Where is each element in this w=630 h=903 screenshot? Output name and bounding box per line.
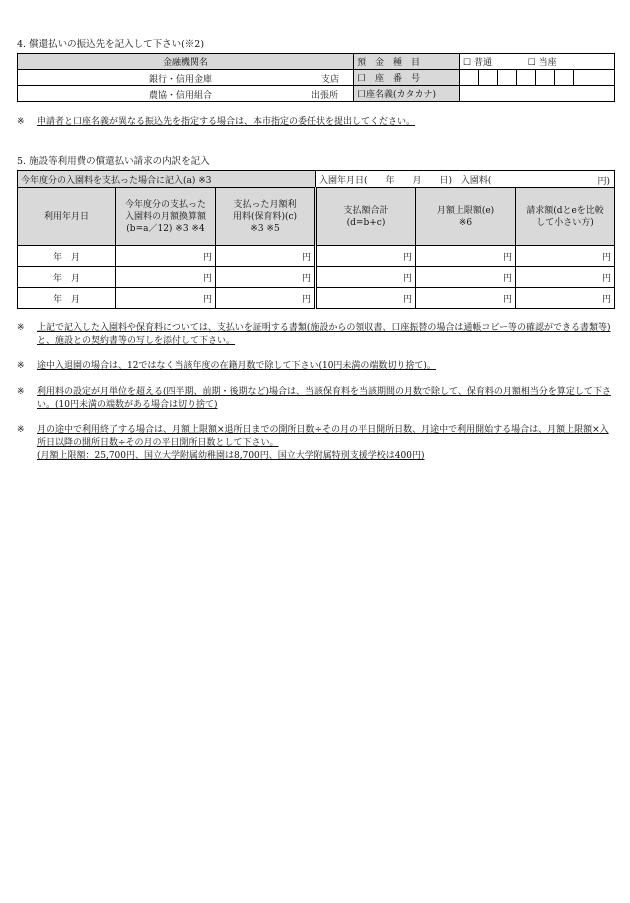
section5-note-1	[17, 322, 617, 352]
entry-fee-field[interactable]	[316, 171, 615, 188]
table-row	[18, 267, 615, 288]
option-touza-label: 当座	[538, 58, 557, 68]
note-body	[37, 424, 615, 463]
note-text: 申請者と口座名義が異なる振込先を指定する場合は、本市指定の委任状を提出してください。	[37, 117, 416, 127]
row-monthly-fee[interactable]: 円	[216, 288, 316, 309]
note-text: 月の途中で利用終了する場合は、月額上限額×退所日までの開所日数÷その月の平日開所日数、月途中で利用開始する場合は、月額上限額×入所日以降の開所日数÷その月の平日開所日数として下さい。	[37, 425, 609, 448]
note-mark: ※	[17, 425, 25, 435]
header-monthly-fee: 支払った月額利用料(保育料)(c) ※3 ※5	[216, 188, 316, 246]
bank-account-table	[17, 53, 615, 102]
entry-fee-unit: 円)	[597, 177, 611, 187]
branch-label-2: 出張所	[311, 90, 339, 101]
account-digit-3[interactable]	[498, 70, 517, 86]
row-limit[interactable]: 円	[416, 288, 516, 309]
account-number-label: 口 座 番 号	[354, 70, 460, 86]
section5-note-3	[17, 386, 617, 416]
header-monthly-entry: 今年度分の支払った入園料の月額換算額(b=a／12) ※3 ※4	[116, 188, 216, 246]
branch-label-1: 支店	[321, 74, 340, 85]
note-mark: ※	[17, 323, 25, 333]
note-text: 利用料の設定が月単位を超える(四半期、前期・後期など)場合は、当該保育料を当該期間の月数で除して、保育料の月額相当分を算定して下さい。(10円未満の端数がある場合は切り捨て)	[37, 387, 611, 410]
row-claim[interactable]: 円	[516, 267, 615, 288]
account-holder-label: 口座名義(カタカナ)	[354, 86, 460, 102]
header-total: 支払額合計(d=b+c)	[316, 188, 416, 246]
note-subtext: (月額上限額：25,700円、国立大学附属幼稚園は8,700円、国立大学附属特別支援学校は400円)	[37, 451, 425, 461]
note-mark: ※	[17, 387, 25, 397]
fee-claim-table	[17, 170, 615, 309]
bank-name-field-1[interactable]	[18, 70, 354, 86]
checkbox-futsu[interactable]: ☐	[463, 58, 472, 68]
section5-note-4	[17, 424, 617, 468]
row-month[interactable]: 年 月	[18, 288, 116, 309]
account-digit-7[interactable]	[574, 70, 615, 86]
entry-date-label: 入園年月日( 年 月 日)	[319, 175, 453, 186]
section5-note-2	[17, 360, 617, 376]
note-text: 途中入退園の場合は、12ではなく当該年度の在籍月数で除して下さい(10円未満の端数切り捨て)。	[37, 361, 436, 371]
bank-name-field-2[interactable]	[18, 86, 354, 102]
row-entry-monthly[interactable]: 円	[116, 288, 216, 309]
bank-kind-2: 農協・信用組合	[149, 90, 213, 101]
account-digit-1[interactable]	[460, 70, 479, 86]
row-month[interactable]: 年 月	[18, 246, 116, 267]
option-futsu-label: 普通	[473, 58, 492, 68]
row-limit[interactable]: 円	[416, 267, 516, 288]
deposit-type-label: 預 金 種 目	[354, 54, 460, 70]
bank-kind-1: 銀行・信用金庫	[149, 74, 213, 85]
deposit-type-options	[460, 54, 615, 70]
row-claim[interactable]: 円	[516, 288, 615, 309]
entry-fee-label: 入園料(	[460, 175, 492, 186]
row-total[interactable]: 円	[316, 246, 416, 267]
checkbox-touza[interactable]: ☐	[527, 58, 536, 68]
note-mark: ※	[17, 361, 25, 371]
row-entry-monthly[interactable]: 円	[116, 267, 216, 288]
header-claim: 請求額(dとeを比較して小さい方)	[516, 188, 615, 246]
header-limit: 月額上限額(e) ※6	[416, 188, 516, 246]
row-month[interactable]: 年 月	[18, 267, 116, 288]
row-claim[interactable]: 円	[516, 246, 615, 267]
row-entry-monthly[interactable]: 円	[116, 246, 216, 267]
table-row	[18, 246, 615, 267]
account-digit-4[interactable]	[517, 70, 536, 86]
bank-name-header: 金融機関名	[18, 54, 354, 70]
section4-title: 4. 償還払いの振込先を記入して下さい(※2)	[17, 39, 205, 50]
section4-note	[17, 116, 617, 130]
section5-title: 5. 施設等利用費の償還払い請求の内訳を記入	[17, 156, 210, 167]
row-total[interactable]: 円	[316, 288, 416, 309]
account-digit-6[interactable]	[555, 70, 574, 86]
row-total[interactable]: 円	[316, 267, 416, 288]
account-digit-5[interactable]	[536, 70, 555, 86]
note-text: 上記で記入した入園料や保育料については、支払いを証明する書類(施設からの領収書、口座振替の場合は通帳コピー等の確認ができる書類等)と、施設との契約書等の写しを添付して下さい。	[37, 323, 611, 346]
account-digit-2[interactable]	[479, 70, 498, 86]
table-row	[18, 288, 615, 309]
entry-fee-row-label: 今年度分の入園料を支払った場合に記入(a) ※3	[18, 171, 316, 188]
note-mark: ※	[17, 117, 25, 127]
row-limit[interactable]: 円	[416, 246, 516, 267]
header-use-month: 利用年月日	[18, 188, 116, 246]
row-monthly-fee[interactable]: 円	[216, 267, 316, 288]
row-monthly-fee[interactable]: 円	[216, 246, 316, 267]
account-holder-field[interactable]	[460, 86, 615, 102]
